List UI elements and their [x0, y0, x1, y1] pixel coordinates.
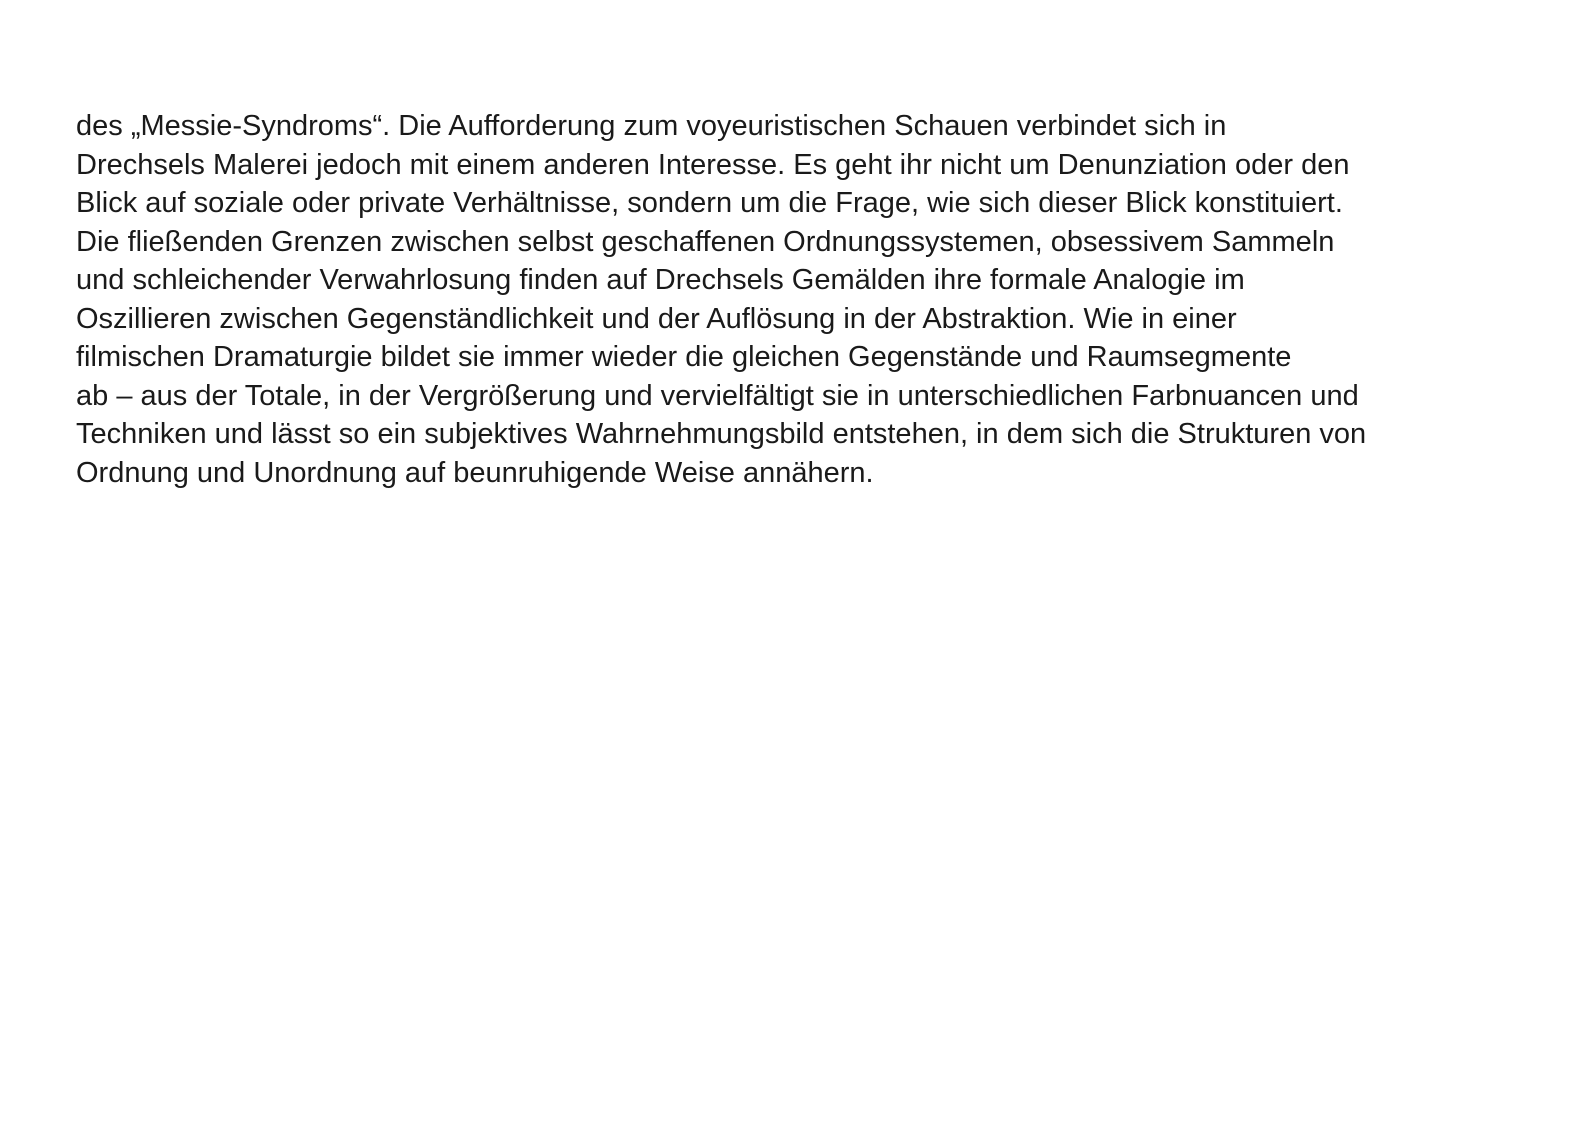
paragraph-line: Oszillieren zwischen Gegenständlichkeit und der Auflösung in der Abstraktion. Wie in einer [76, 302, 1237, 335]
paragraph-line: des „Messie-Syndroms“. Die Aufforderung zum voyeuristischen Schauen verbindet sich in [76, 110, 1227, 142]
paragraph-line: Blick auf soziale oder private Verhältnisse, sondern um die Frage, wie sich dieser Blick konstituiert. [76, 187, 1343, 219]
paragraph-line: Ordnung und Unordnung auf beunruhigende Weise annähern. [76, 456, 874, 489]
paragraph-line: filmischen Dramaturgie bildet sie immer wieder die gleichen Gegenstände und Raumsegmente [76, 341, 1292, 373]
body-paragraph [76, 107, 1556, 492]
paragraph-line: und schleichender Verwahrlosung finden auf Drechsels Gemälden ihre formale Analogie im [76, 264, 1245, 296]
paragraph-line: Drechsels Malerei jedoch mit einem anderen Interesse. Es geht ihr nicht um Denunziation oder den [76, 148, 1350, 181]
paragraph-line: Die fließenden Grenzen zwischen selbst geschaffenen Ordnungssystemen, obsessivem Sammeln [76, 225, 1335, 258]
paragraph-line: Techniken und lässt so ein subjektives Wahrnehmungsbild entstehen, in dem sich die Strukturen von [76, 418, 1367, 450]
paragraph-line: ab – aus der Totale, in der Vergrößerung und vervielfältigt sie in unterschiedlichen Farbnuancen und [76, 379, 1359, 412]
